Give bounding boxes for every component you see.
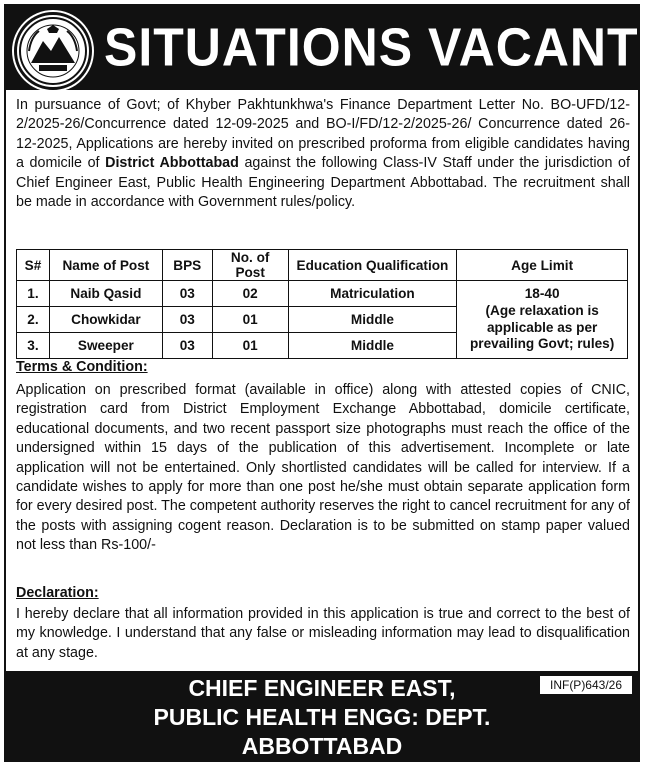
header-age: Age Limit [457, 250, 628, 281]
cell-education: Middle [288, 333, 457, 359]
intro-paragraph [16, 96, 630, 212]
cell-post: Naib Qasid [49, 281, 162, 307]
header-banner [4, 4, 640, 90]
cell-bps: 03 [162, 333, 212, 359]
table-header-row [17, 250, 628, 281]
header-sno: S# [17, 250, 50, 281]
signatory-line-1: CHIEF ENGINEER EAST, [188, 675, 456, 701]
table-row [17, 281, 628, 307]
cell-sno: 1. [17, 281, 50, 307]
declaration-paragraph: I hereby declare that all information provided in this application is true and correct to the best of my knowledge. I understand that any false or misleading information may lead to disqualification at any stage. [16, 606, 630, 661]
header-bps: BPS [162, 250, 212, 281]
reference-number: INF(P)643/26 [540, 676, 632, 694]
intro-text-end: against the following Class-IV Staff under the jurisdiction of Chief Engineer East, Public Health Engineering Department Abbottabad. The recruitment shall be made in accordance with Government rules/policy. [16, 155, 630, 211]
kpk-emblem-icon [14, 12, 92, 90]
age-relaxation-note: (Age relaxation is applicable as per prevailing Govt; rules) [470, 302, 615, 352]
cell-education: Matriculation [288, 281, 457, 307]
cell-count: 02 [212, 281, 288, 307]
page-title: SITUATIONS VACANT [104, 16, 639, 78]
posts-table [16, 249, 628, 359]
cell-bps: 03 [162, 281, 212, 307]
cell-count: 01 [212, 333, 288, 359]
intro-text-start: In pursuance of Govt; of Khyber Pakhtunkhwa's Finance Department Letter No. BO-UFD/12-2/2025-26/Concurrence dated 12-09-2025 and BO-I/FD/12-2/2025-26/ Concurrence dated 26-12-2025, Applications are hereby invited on prescribed proforma from eligible candidates having a domicile of [16, 97, 630, 172]
header-count: No. of Post [212, 250, 288, 281]
cell-education: Middle [288, 307, 457, 333]
cell-count: 01 [212, 307, 288, 333]
cell-sno: 3. [17, 333, 50, 359]
intro-district: District Abbottabad [105, 155, 239, 172]
declaration-heading: Declaration: [16, 585, 99, 601]
signatory-line-3: ABBOTTABAD [241, 733, 403, 759]
cell-post: Sweeper [49, 333, 162, 359]
terms-paragraph: Application on prescribed format (available in office) along with attested copies of CNIC, registration card from District Employment Exchange Abbottabad, domicile certificate, educational documents, and two recent passport size photographs must reach the office of the undersigned within 15 days of the publication of this advertisement. Incomplete or late application will not be entertained. Only shortlisted candidates will be called for interview. If a candidate wishes to apply for more than one post he/she must obtain separate application form for every desired post. The competent authority reserves the right to cancel recruitment for any of the posts with assigning cogent reason. Declaration is to be submitted on stamp paper valued not less than Rs-100/- [16, 382, 631, 554]
header-education: Education Qualification [288, 250, 457, 281]
cell-age-limit [457, 281, 628, 359]
age-limit-value: 18-40 [524, 286, 560, 302]
header-post: Name of Post [49, 250, 162, 281]
cell-post: Chowkidar [49, 307, 162, 333]
terms-heading: Terms & Condition: [16, 359, 148, 375]
cell-sno: 2. [17, 307, 50, 333]
signatory-line-2: PUBLIC HEALTH ENGG: DEPT. [153, 704, 491, 730]
cell-bps: 03 [162, 307, 212, 333]
